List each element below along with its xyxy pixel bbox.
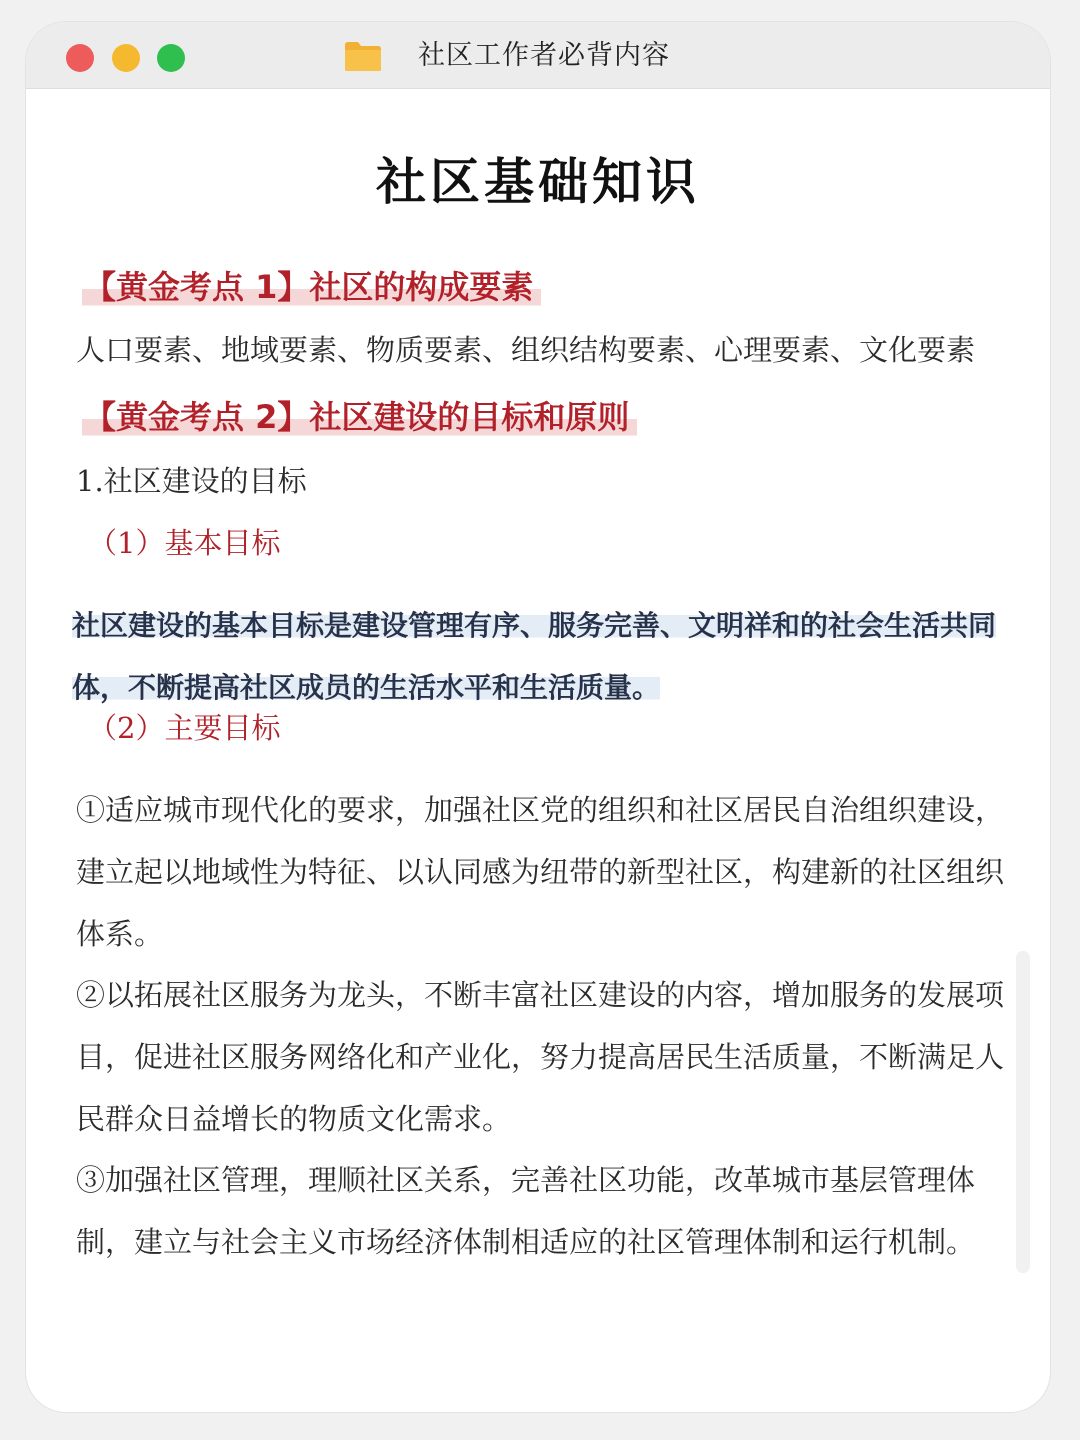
subheading-goals: 1.社区建设的目标 (76, 464, 307, 498)
section-heading-1: 【黄金考点 1】社区的构成要素 (82, 265, 541, 309)
goal-2-item-3: ③加强社区管理，理顺社区关系，完善社区功能，改革城市基层管理体制，建立与社会主义市场经济体制相适应的社区管理体制和运行机制。 (76, 1163, 976, 1259)
folder-icon (344, 40, 382, 72)
goal-1-label: （1）基本目标 (88, 526, 281, 560)
zoom-dot-icon[interactable] (157, 44, 185, 72)
goal-1-text (72, 595, 1014, 719)
close-dot-icon[interactable] (66, 44, 94, 72)
minimize-dot-icon[interactable] (112, 44, 140, 72)
scrollbar[interactable] (1016, 951, 1030, 1273)
window-title: 社区工作者必背内容 (418, 40, 670, 71)
section-heading-2: 【黄金考点 2】社区建设的目标和原则 (82, 395, 637, 439)
title-bar (26, 22, 1050, 89)
goal-2-item-2: ②以拓展社区服务为龙头，不断丰富社区建设的内容，增加服务的发展项目，促进社区服务网络化和产业化，努力提高居民生活质量，不断满足人民群众日益增长的物质文化需求。 (76, 978, 1005, 1136)
document-window (26, 22, 1050, 1412)
section-1-content: 人口要素、地域要素、物质要素、组织结构要素、心理要素、文化要素 (76, 333, 976, 367)
goal-2-item-1: ①适应城市现代化的要求，加强社区党的组织和社区居民自治组织建设，建立起以地域性为特征、以认同感为纽带的新型社区，构建新的社区组织体系。 (76, 793, 1005, 951)
page-title: 社区基础知识 (376, 153, 700, 211)
document-content (26, 89, 1050, 1412)
goal-1-highlight: 社区建设的基本目标是建设管理有序、服务完善、文明祥和的社会生活共同体，不断提高社区成员的生活水平和生活质量。 (72, 609, 997, 704)
goal-2-label: （2）主要目标 (88, 711, 281, 745)
